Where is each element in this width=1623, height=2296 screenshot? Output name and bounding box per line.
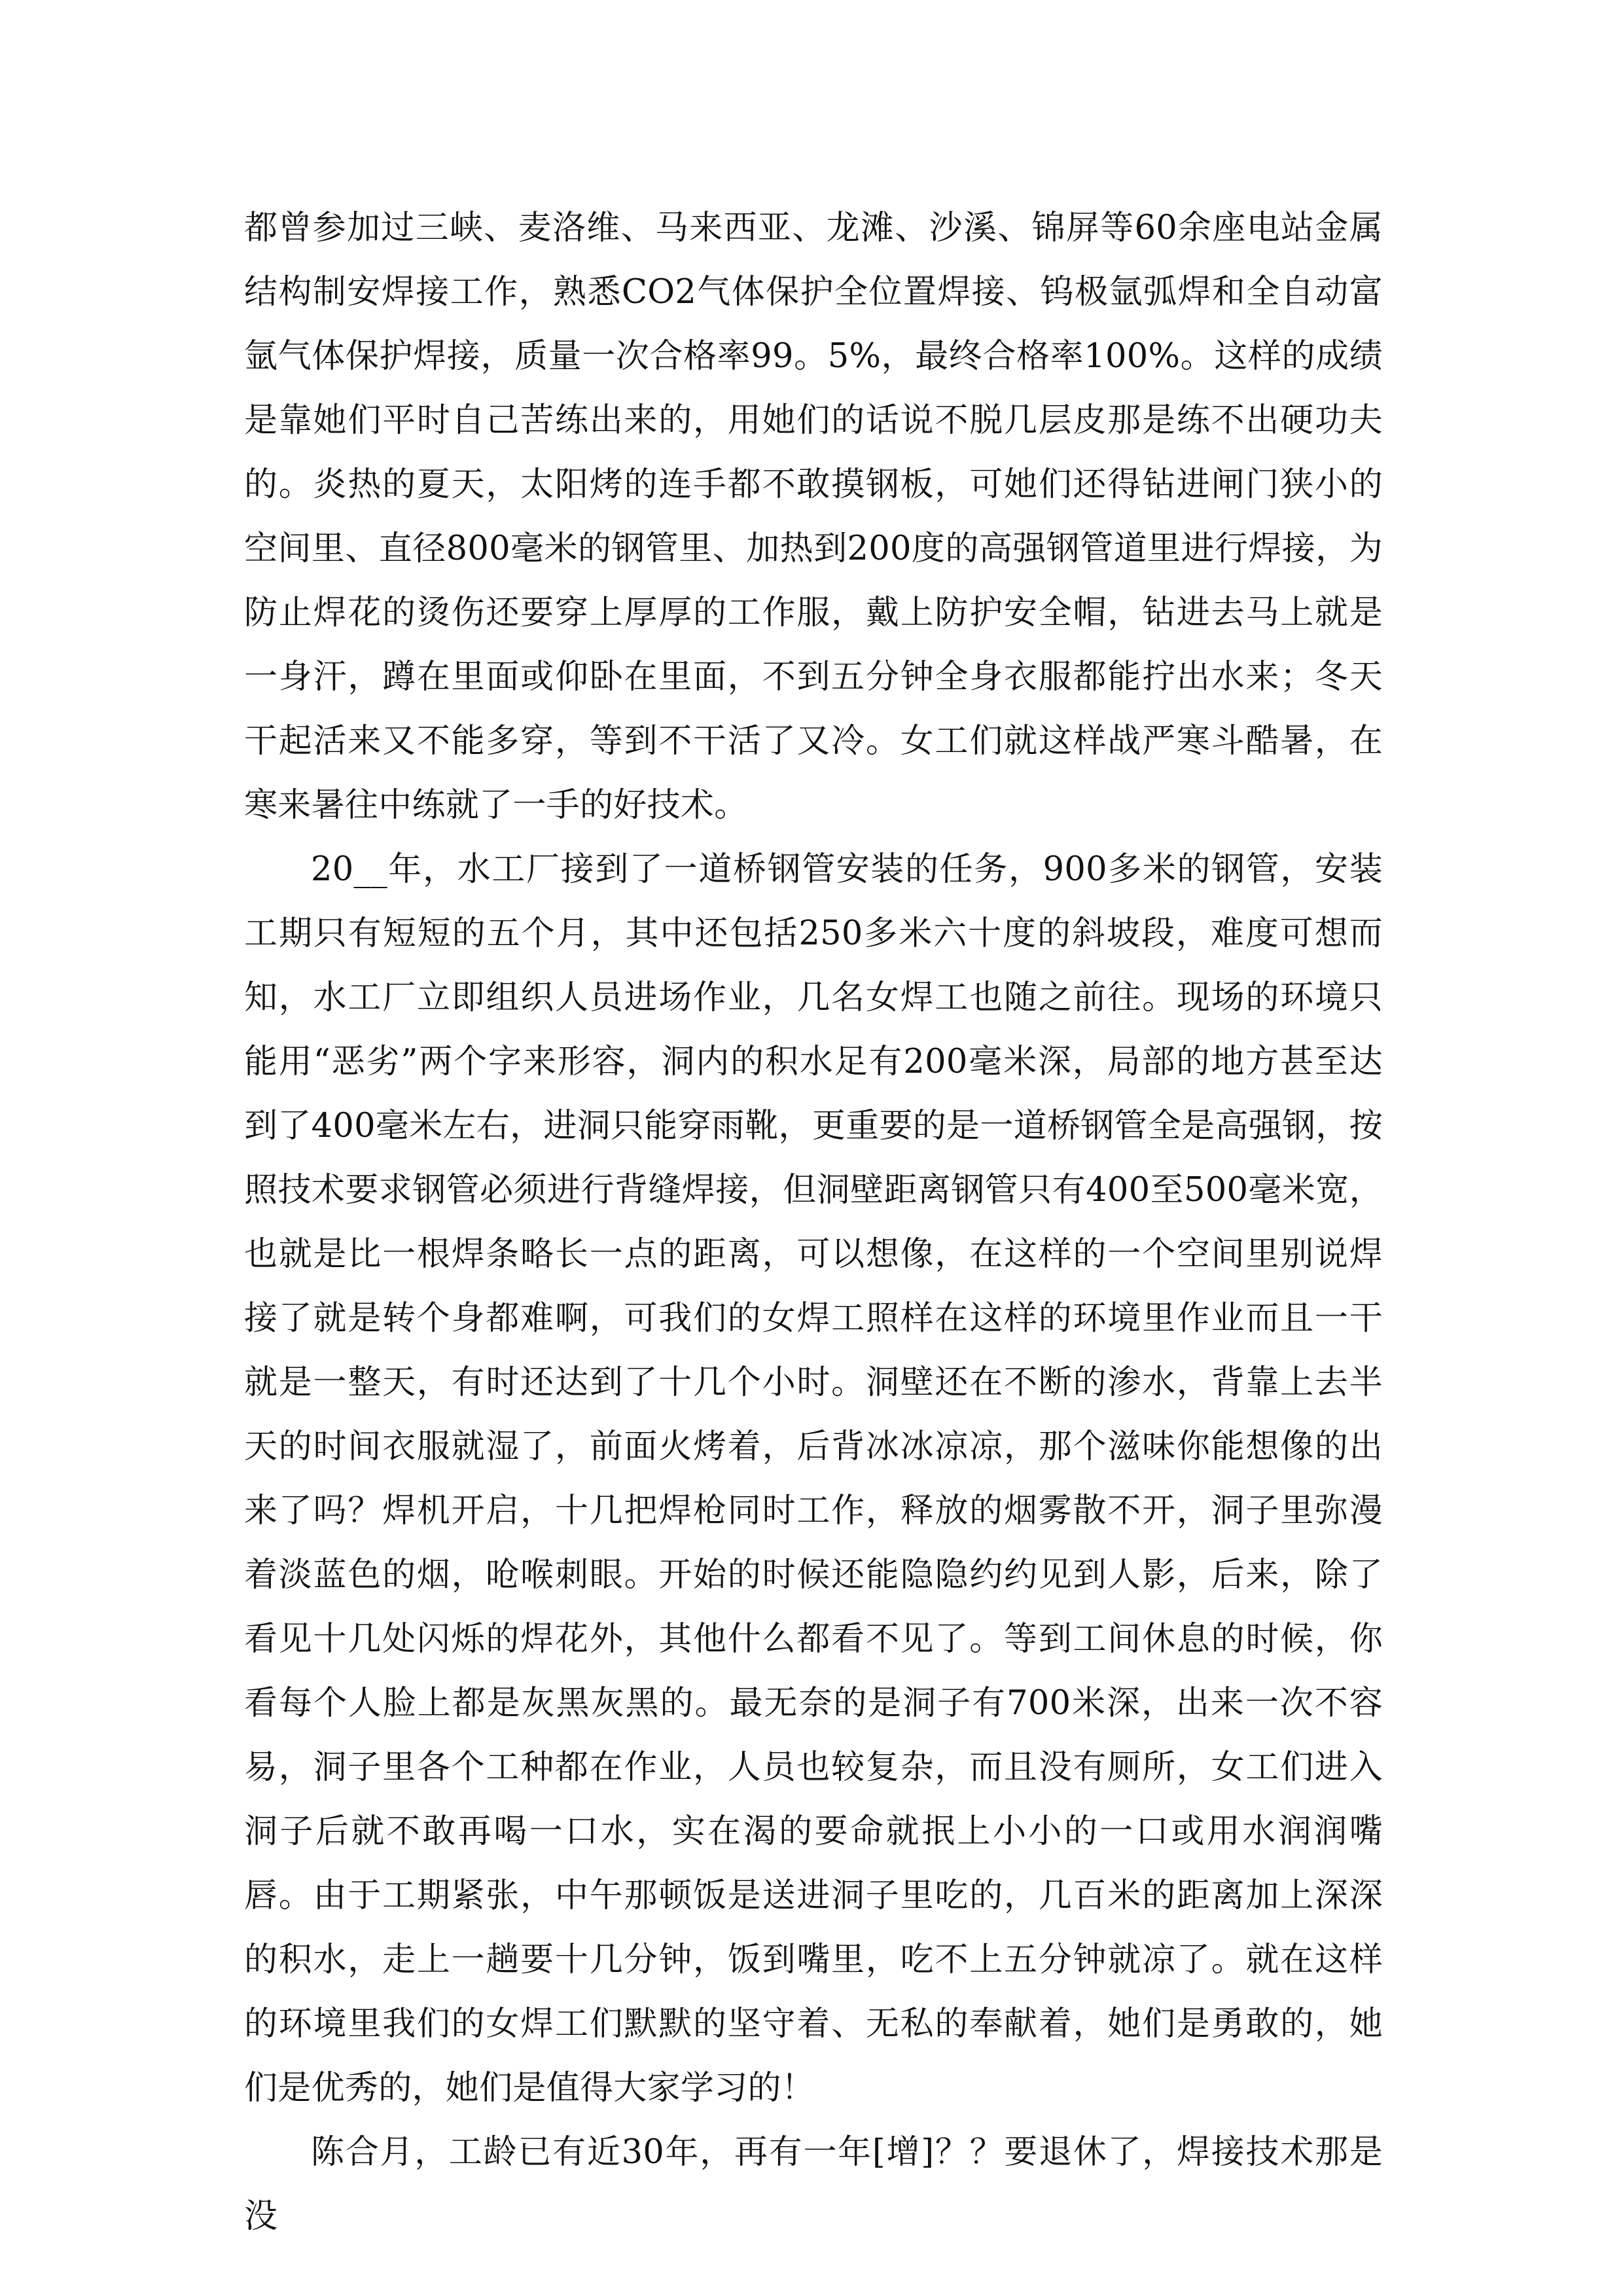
paragraph-3: 陈合月，工龄已有近30年，再有一年[增]？？要退休了，焊接技术那是没 — [244, 2133, 1383, 2236]
paragraph-1: 都曾参加过三峡、麦洛维、马来西亚、龙滩、沙溪、锦屏等60余座电站金属结构制安焊接工作，熟悉CO2气体保护全位置焊接、钨极氩弧焊和全自动富氩气体保护焊接，质量一次合格率99。5%，最终合格率100%。这样的成绩是靠她们平时自己苦练出来的，用她们的话说不脱几层皮那是练不出硬功夫的。炎热的夏天，太阳烤的连手都不敢摸钢板，可她们还得钻进闸门狭小的空间里、直径800毫米的钢管里、加热到200度的高强钢管道里进行焊接，为防止焊花的烫伤还要穿上厚厚的工作服，戴上防护安全帽，钻进去马上就是一身汗，蹲在里面或仰卧在里面，不到五分钟全身衣服都能拧出水来；冬天干起活来又不能多穿，等到不干活了又冷。女工们就这样战严寒斗酷暑，在寒来暑往中练就了一手的好技术。 — [244, 209, 1383, 825]
paragraph-2: 20__年，水工厂接到了一道桥钢管安装的任务，900多米的钢管，安装工期只有短短的五个月，其中还包括250多米六十度的斜坡段，难度可想而知，水工厂立即组织人员进场作业，几名女焊工也随之前往。现场的环境只能用“恶劣”两个字来形容，洞内的积水足有200毫米深，局部的地方甚至达到了400毫米左右，进洞只能穿雨靴，更重要的是一道桥钢管全是高强钢，按照技术要求钢管必须进行背缝焊接，但洞壁距离钢管只有400至500毫米宽，也就是比一根焊条略长一点的距离，可以想像，在这样的一个空间里别说焊接了就是转个身都难啊，可我们的女焊工照样在这样的环境里作业而且一干就是一整天，有时还达到了十几个小时。洞壁还在不断的渗水，背靠上去半天的时间衣服就湿了，前面火烤着，后背冰冰凉凉，那个滋味你能想像的出来了吗？焊机开启，十几把焊枪同时工作，释放的烟雾散不开，洞子里弥漫着淡蓝色的烟，呛喉刺眼。开始的时候还能隐隐约约见到人影，后来，除了看见十几处闪烁的焊花外，其他什么都看不见了。等到工间休息的时候，你看每个人脸上都是灰黑灰黑的。最无奈的是洞子有700米深，出来一次不容易，洞子里各个工种都在作业，人员也较复杂，而且没有厕所，女工们进入洞子后就不敢再喝一口水，实在渴的要命就抿上小小的一口或用水润润嘴唇。由于工期紧张，中午那顿饭是送进洞子里吃的，几百米的距离加上深深的积水，走上一趟要十几分钟，饭到嘴里，吃不上五分钟就凉了。就在这样的环境里我们的女焊工们默默的坚守着、无私的奉献着，她们是勇敢的，她们是优秀的，她们是值得大家学习的！ — [244, 850, 1383, 2108]
document-page — [244, 196, 1383, 2249]
